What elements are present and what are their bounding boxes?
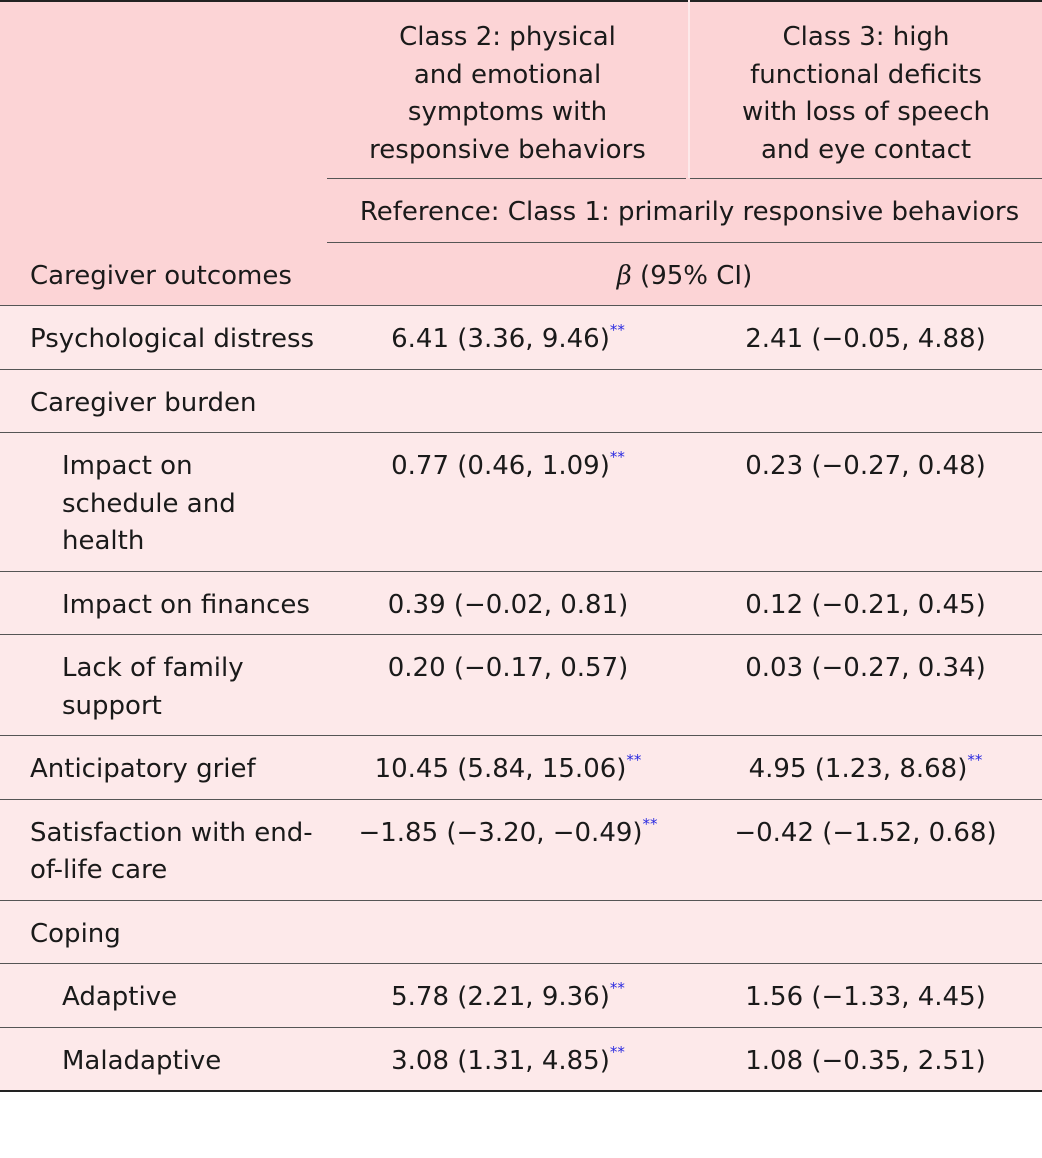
class-3-header — [689, 1, 1042, 178]
row-label: Satisfaction with end-of-life care — [0, 799, 327, 900]
row-label: Lack of family support — [0, 635, 327, 736]
row-label: Coping — [0, 900, 327, 964]
row-label: Caregiver burden — [0, 369, 327, 433]
class-3-estimate: 1.08 (−0.35, 2.51) — [745, 1045, 986, 1076]
reference-class-label: Reference: Class 1: primarily responsive behaviors — [327, 179, 1042, 242]
table-row — [0, 736, 1042, 800]
class-2-value — [327, 736, 689, 800]
class-2-estimate: 0.77 (0.46, 1.09) — [391, 451, 610, 481]
class-3-estimate: −0.42 (−1.52, 0.68) — [734, 817, 997, 848]
caregiver-outcomes-header: Caregiver outcomes — [0, 243, 327, 306]
beta-ci-header — [327, 243, 1042, 306]
class-3-header-line: with loss of speech — [741, 97, 991, 127]
class-3-value — [689, 799, 1042, 900]
class-3-value — [689, 900, 1042, 964]
class-3-estimate: 0.23 (−0.27, 0.48) — [745, 451, 986, 481]
class-3-estimate: 2.41 (−0.05, 4.88) — [745, 324, 986, 354]
table-row — [0, 571, 1042, 635]
class-2-value — [327, 571, 689, 635]
class-3-estimate: 4.95 (1.23, 8.68) — [748, 754, 968, 784]
header-empty-cell — [0, 1, 327, 178]
significance-marker: ** — [609, 1042, 625, 1061]
class-2-value — [327, 900, 689, 964]
table-row — [0, 306, 1042, 370]
table-row — [0, 964, 1042, 1028]
table-row — [0, 799, 1042, 900]
table-row — [0, 1027, 1042, 1091]
significance-marker: ** — [642, 814, 658, 833]
row-label: Adaptive — [0, 964, 327, 1028]
table-row — [0, 433, 1042, 572]
class-2-estimate: 0.20 (−0.17, 0.57) — [387, 653, 629, 683]
class-2-header-line: symptoms with — [407, 97, 608, 127]
class-3-value — [689, 369, 1042, 433]
row-label: Maladaptive — [0, 1027, 327, 1091]
class-3-value — [689, 736, 1042, 800]
class-3-estimate: 0.03 (−0.27, 0.34) — [745, 653, 986, 683]
class-3-value — [689, 571, 1042, 635]
table-header — [0, 1, 1042, 306]
class-2-estimate: 10.45 (5.84, 15.06) — [374, 754, 627, 784]
class-3-value — [689, 433, 1042, 572]
significance-marker: ** — [609, 321, 625, 339]
class-3-value — [689, 964, 1042, 1028]
class-2-estimate: 6.41 (3.36, 9.46) — [391, 324, 610, 354]
row-label: Psychological distress — [0, 306, 327, 370]
class-3-estimate: 1.56 (−1.33, 4.45) — [745, 982, 986, 1012]
class-2-header — [327, 1, 689, 178]
class-3-header-line: and eye contact — [760, 134, 972, 165]
class-2-value — [327, 306, 689, 370]
row-label: Impact on schedule and health — [0, 433, 327, 572]
class-2-value — [327, 635, 689, 736]
row-label: Impact on finances — [0, 571, 327, 635]
class-3-value — [689, 306, 1042, 370]
class-2-header-line: and emotional — [413, 59, 602, 90]
row-label: Anticipatory grief — [0, 736, 327, 800]
class-2-value — [327, 433, 689, 572]
significance-marker: ** — [609, 979, 625, 997]
class-2-header-line: responsive behaviors — [369, 134, 646, 165]
class-3-value — [689, 635, 1042, 736]
beta-symbol: β — [616, 260, 632, 291]
class-2-value — [327, 964, 689, 1028]
significance-marker: ** — [626, 751, 642, 769]
beta-ci-label: (95% CI) — [631, 260, 753, 291]
class-2-header-line: Class 2: physical — [399, 22, 616, 52]
class-3-header-line: Class 3: high — [782, 22, 950, 52]
class-3-value — [689, 1027, 1042, 1091]
table-body — [0, 306, 1042, 1092]
class-2-estimate: −1.85 (−3.20, −0.49) — [358, 817, 643, 848]
class-2-estimate: 5.78 (2.21, 9.36) — [391, 982, 610, 1012]
class-2-value — [327, 369, 689, 433]
class-3-header-line: functional deficits — [750, 59, 982, 90]
significance-marker: ** — [609, 448, 625, 466]
table-row — [0, 900, 1042, 964]
table-row — [0, 635, 1042, 736]
class-2-estimate: 0.39 (−0.02, 0.81) — [387, 589, 629, 620]
table-row — [0, 369, 1042, 433]
class-2-estimate: 3.08 (1.31, 4.85) — [391, 1045, 610, 1076]
class-3-estimate: 0.12 (−0.21, 0.45) — [745, 589, 986, 620]
class-2-value — [327, 1027, 689, 1091]
class-2-value — [327, 799, 689, 900]
significance-marker: ** — [967, 751, 983, 769]
